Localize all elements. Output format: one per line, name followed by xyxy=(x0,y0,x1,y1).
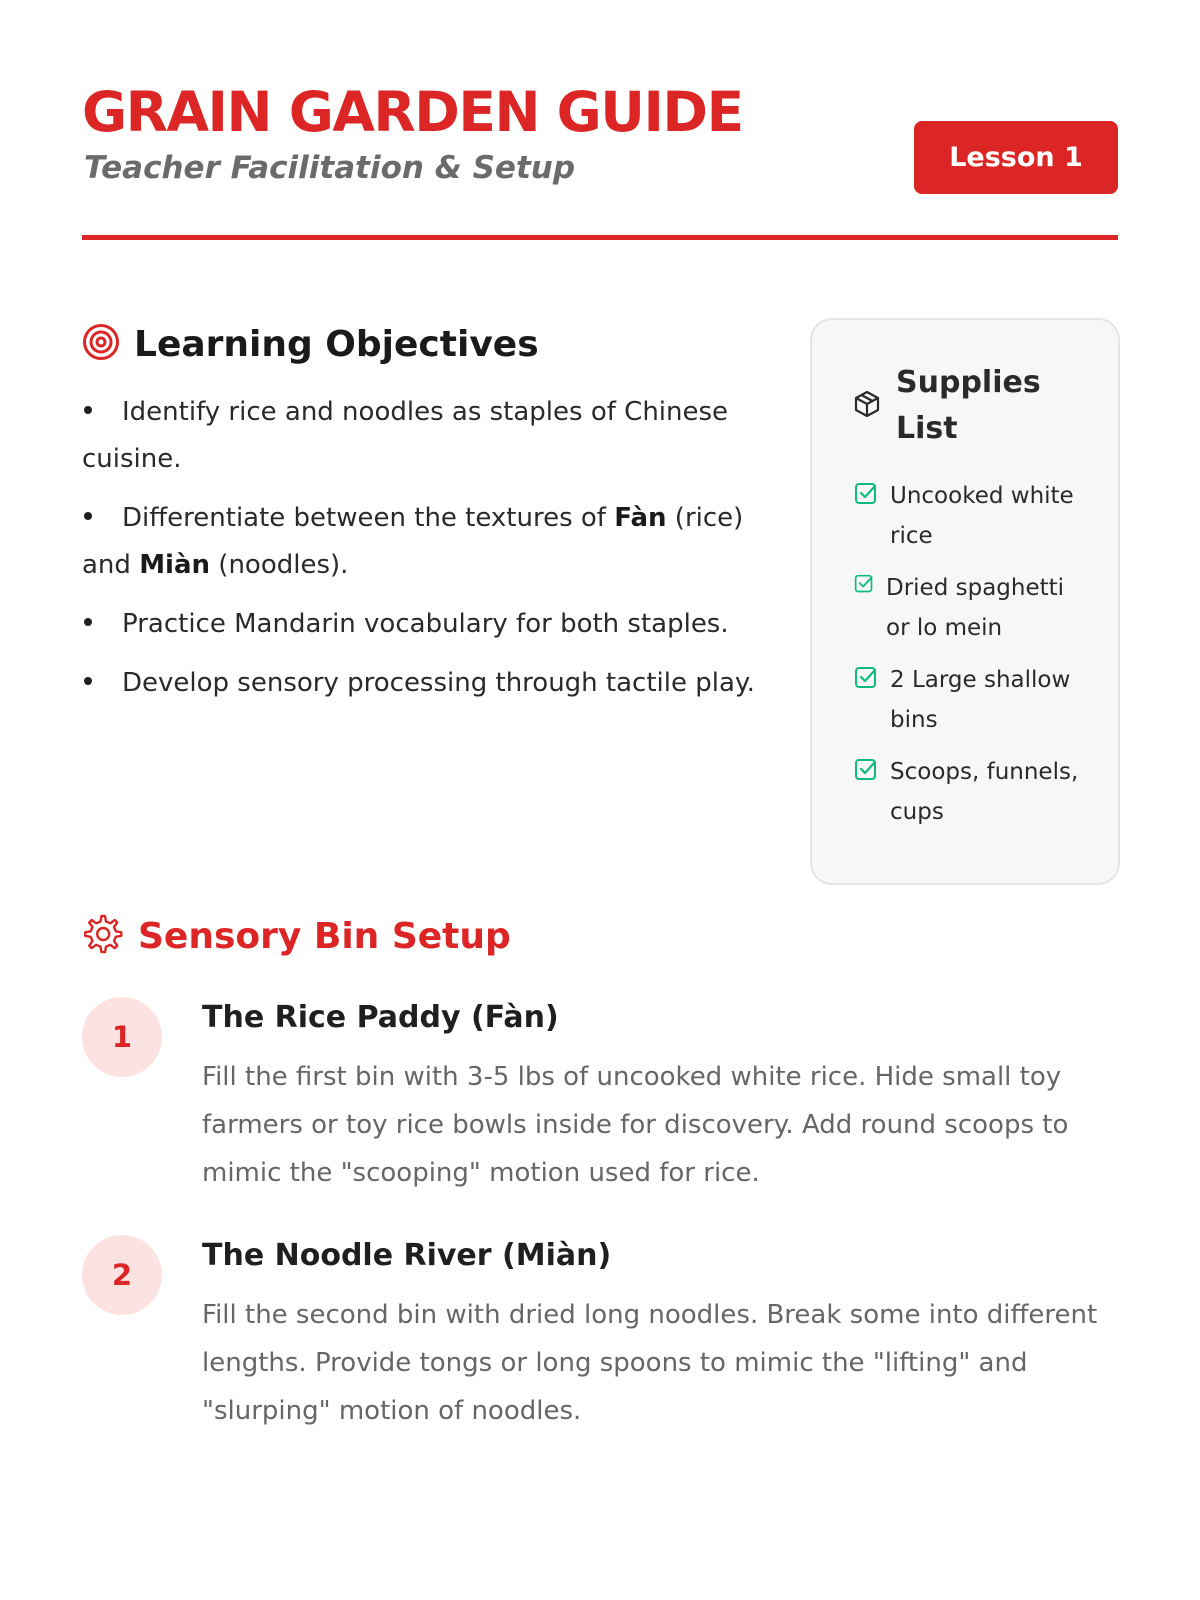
objective-text: Differentiate between the textures of xyxy=(122,503,615,533)
sensory-bin-setup xyxy=(82,913,1118,1435)
objective-item xyxy=(82,495,762,589)
bullet xyxy=(84,618,92,626)
objective-item xyxy=(82,601,762,648)
supplies-card xyxy=(810,318,1120,885)
objective-text: Develop sensory processing through tactile play. xyxy=(122,668,755,698)
learning-objectives xyxy=(82,323,762,719)
bullet xyxy=(84,512,92,520)
step-number: 1 xyxy=(82,997,162,1077)
supply-item xyxy=(854,752,1090,832)
package-icon xyxy=(854,390,880,422)
setup-header xyxy=(82,913,1118,959)
gear-icon xyxy=(82,913,124,959)
supply-item xyxy=(854,660,1090,740)
setup-step xyxy=(82,997,1118,1197)
check-square-icon xyxy=(854,758,878,782)
objectives-list xyxy=(82,389,762,707)
supply-item xyxy=(854,476,1090,556)
setup-step xyxy=(82,1235,1118,1435)
lesson-badge: Lesson 1 xyxy=(914,121,1118,194)
objective-text: Identify rice and noodles as staples of Chinese cuisine. xyxy=(82,397,729,474)
term-mian: Miàn xyxy=(139,550,211,580)
term-fan: Fàn xyxy=(614,503,667,533)
step-title: The Noodle River (Miàn) xyxy=(202,1238,612,1273)
supply-label: Dried spaghetti or lo mein xyxy=(886,575,1065,641)
step-description: Fill the second bin with dried long noodles. Break some into different lengths. Provide tongs or long spoons to mimic the "lifting" and "slurping" motion of noodles. xyxy=(202,1300,1098,1426)
objectives-and-supplies xyxy=(82,243,1118,913)
supply-label: 2 Large shallow bins xyxy=(890,667,1071,733)
supply-item xyxy=(854,568,1090,648)
supply-label: Scoops, funnels, cups xyxy=(890,759,1079,825)
page-header xyxy=(82,0,1118,243)
objective-text: Practice Mandarin vocabulary for both staples. xyxy=(122,609,729,639)
objective-text: (rice) and xyxy=(82,503,744,580)
objectives-heading: Learning Objectives xyxy=(134,323,539,365)
bullet xyxy=(84,677,92,685)
objective-text: (noodles). xyxy=(210,550,349,580)
supply-label: Uncooked white rice xyxy=(890,483,1074,549)
step-description: Fill the first bin with 3-5 lbs of uncooked white rice. Hide small toy farmers or toy rice bowls inside for discovery. Add round scoops to mimic the "scooping" motion used for rice. xyxy=(202,1062,1069,1188)
check-square-icon xyxy=(854,482,878,506)
objective-item xyxy=(82,660,762,707)
bullet xyxy=(84,406,92,414)
header-divider xyxy=(82,235,1118,240)
setup-heading: Sensory Bin Setup xyxy=(138,915,511,957)
supplies-list xyxy=(854,476,1090,832)
page-title: GRAIN GARDEN GUIDE xyxy=(82,80,743,144)
supplies-heading: Supplies List xyxy=(896,365,1041,446)
check-square-icon xyxy=(854,666,878,690)
check-square-icon xyxy=(854,574,874,594)
objectives-header xyxy=(82,323,762,365)
step-title: The Rice Paddy (Fàn) xyxy=(202,1000,559,1035)
supplies-header xyxy=(854,360,1090,452)
step-number: 2 xyxy=(82,1235,162,1315)
target-icon xyxy=(82,323,120,365)
page-subtitle: Teacher Facilitation & Setup xyxy=(84,150,576,186)
objective-item xyxy=(82,389,762,483)
